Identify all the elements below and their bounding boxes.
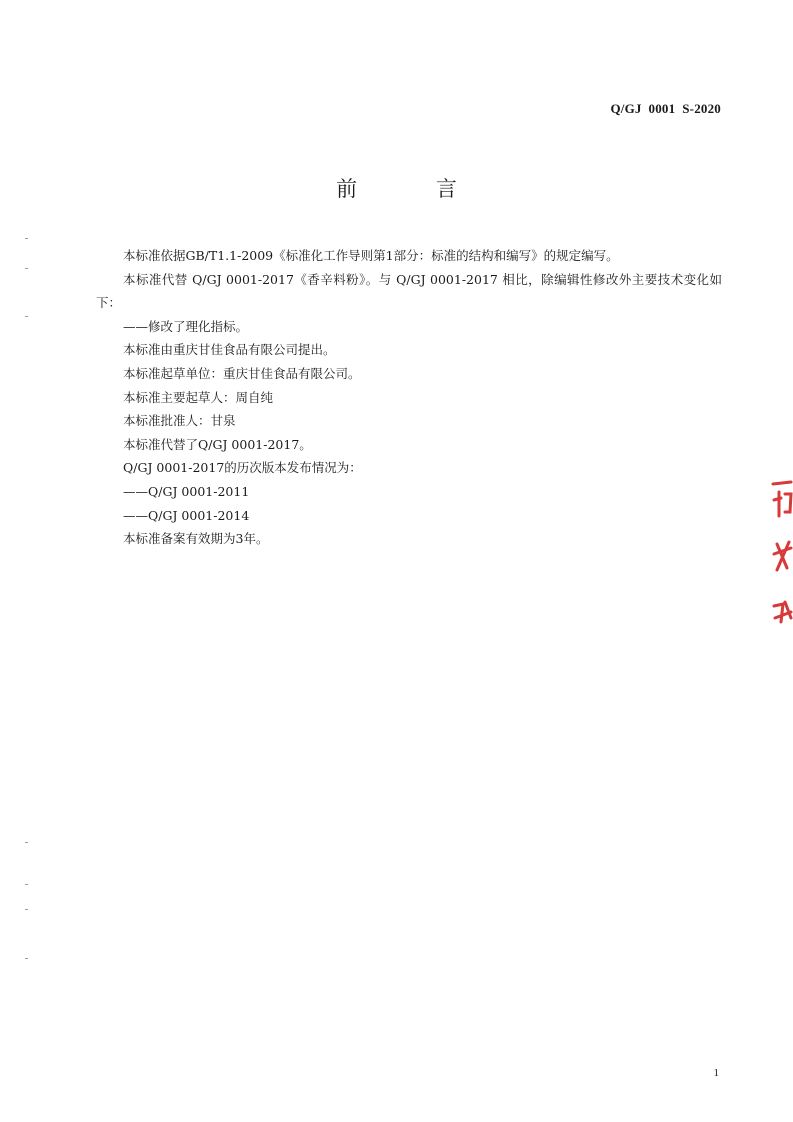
paragraph-replacement: 本标准代替 Q/GJ 0001-2017《香辛料粉》。与 Q/GJ 0001-2017 相比，除编辑性修改外主要技术变化如下： [96, 271, 722, 311]
paragraph-replaces: 本标准代替了Q/GJ 0001-2017。 [123, 436, 312, 452]
document-body [96, 244, 722, 551]
paragraph-proposer: 本标准由重庆甘佳食品有限公司提出。 [123, 342, 336, 358]
history-intro: Q/GJ 0001-2017的历次版本发布情况为： [123, 460, 362, 476]
paragraph-drafting-unit: 本标准起草单位：重庆甘佳食品有限公司。 [123, 365, 361, 381]
paragraph-basis: 本标准依据GB/T1.1-2009《标准化工作导则第1部分：标准的结构和编写》的规定编写。 [123, 248, 619, 263]
paragraph-approver: 本标准批准人：甘泉 [123, 413, 236, 429]
scan-speck [25, 316, 28, 317]
standard-code: Q/GJ 0001 S-2020 [610, 101, 721, 116]
scan-speck [25, 268, 28, 269]
scan-speck [25, 238, 28, 239]
history-item: ——Q/GJ 0001-2014 [123, 507, 250, 523]
history-item: ——Q/GJ 0001-2011 [123, 483, 250, 499]
scan-speck [25, 884, 28, 885]
scan-speck [25, 842, 28, 843]
page-title: 前 言 [336, 177, 493, 201]
paragraph-main-drafter: 本标准主要起草人：周自纯 [123, 389, 274, 405]
paragraph-validity: 本标准备案有效期为3年。 [123, 531, 269, 547]
page-number: 1 [713, 1067, 719, 1079]
scan-speck [25, 909, 28, 910]
change-item: ——修改了理化指标。 [123, 318, 249, 334]
scan-speck [25, 958, 28, 959]
red-stamp-fragment [771, 478, 793, 638]
